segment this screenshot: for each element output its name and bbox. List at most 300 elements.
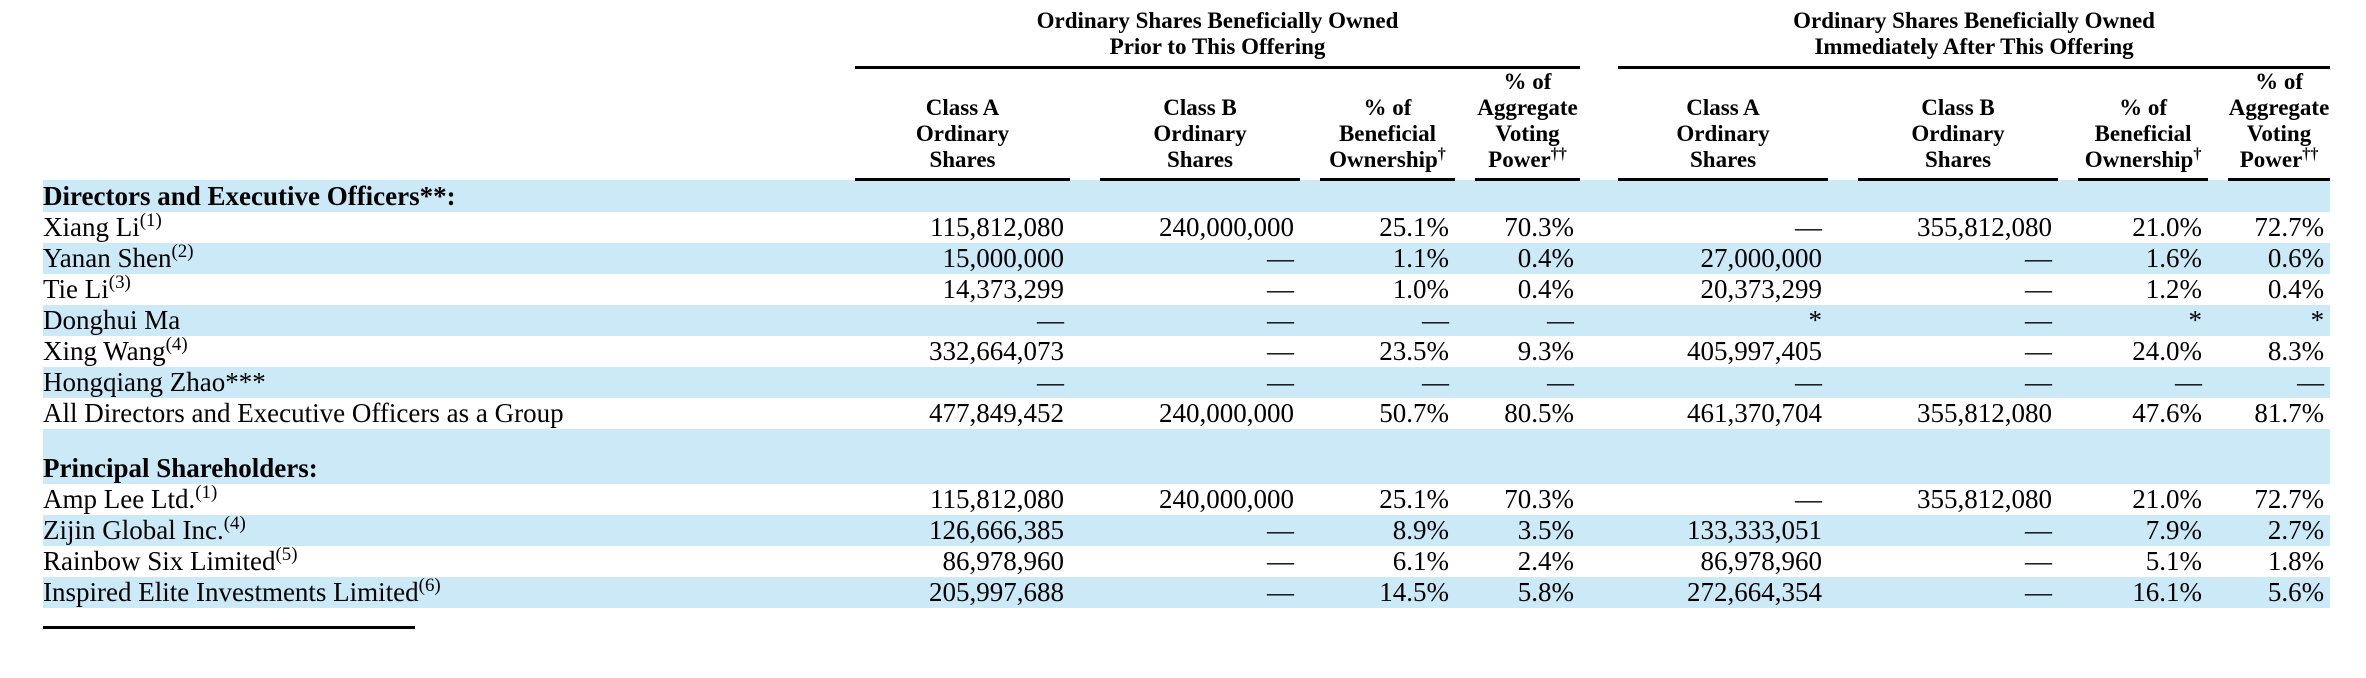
column-header-line: % of [2255,69,2303,94]
value-cell: 8.9% [1320,515,1455,546]
column-gap [1070,180,1100,213]
group-header-prior [855,0,1580,68]
group-header-row [0,0,2366,68]
column-gap [2208,515,2228,546]
column-gap [2058,305,2078,336]
footnote-separator-line [43,626,415,629]
column-header-line: Shares [1166,147,1234,172]
value-cell: — [1475,305,1580,336]
column-gap [2058,546,2078,577]
value-cell: 25.1% [1379,484,1449,514]
column-gap [2058,68,2078,180]
table-row [0,577,2366,608]
column-gap [1828,515,1858,546]
row-right-margin [2330,546,2366,577]
column-gap [1300,429,1320,453]
value-cell [855,453,1070,484]
table-row [0,243,2366,274]
value-cell: 15,000,000 [855,243,1070,274]
row-right-margin [2330,274,2366,305]
value-cell [1320,180,1455,213]
value-cell: 20,373,299 [1700,274,1823,304]
group-header-spacer [0,0,855,68]
column-gap [2208,274,2228,305]
shareholder-name: Xing Wang$^{(4)}$ [43,334,188,366]
column-header-prior-pct-beneficial [1320,68,1455,180]
value-cell: — [1100,367,1300,398]
value-cell [1618,180,1828,213]
value-cell: 5.6% [2228,577,2330,608]
column-gap [2058,577,2078,608]
group-gap [1580,68,1618,180]
value-cell [1475,180,1580,213]
column-header-text: Ownership [2084,147,2194,172]
column-gap [1580,577,1618,608]
value-cell: — [1858,243,2058,274]
value-cell: 133,333,051 [1618,515,1828,546]
column-gap [2058,515,2078,546]
double-dagger-footnote-mark: †† [2302,145,2319,163]
column-gap [1455,515,1475,546]
shareholder-name: Xiang Li$^{(1)}$ [43,210,162,242]
value-cell: 70.3% [1504,212,1575,242]
column-gap [1070,453,1100,484]
value-cell: 405,997,405 [1687,336,1823,366]
row-right-margin [2330,336,2366,367]
section-title: Directors and Executive Officers**: [43,180,855,213]
value-cell: 1.8% [2267,546,2325,576]
group-title-line: Prior to This Offering [1109,34,1326,59]
column-gap [1455,180,1475,213]
value-cell: — [1475,367,1580,398]
value-cell [855,180,1070,213]
row-left-margin [0,484,43,515]
row-left-margin [0,212,43,243]
column-header-line: % of [2119,95,2167,120]
shareholder-name: Hongqiang Zhao*** [43,367,855,398]
table-body [0,180,2366,609]
shareholder-name: Tie Li$^{(3)}$ [43,272,131,304]
column-header-prior-class-a [855,68,1070,180]
value-cell: 115,812,080 [930,212,1064,242]
column-header-after-pct-beneficial [2078,68,2208,180]
column-header-line: Class A [925,95,1000,120]
value-cell [2078,429,2208,453]
shareholder-name: Yanan Shen$^{(2)}$ [43,243,855,274]
footnote-reference: (1) [195,482,218,503]
column-gap [1070,429,1100,453]
value-cell [1858,453,2058,484]
column-header-line: Shares [929,147,996,172]
column-gap [1828,68,1858,180]
column-gap [1455,305,1475,336]
value-cell: 461,370,704 [1687,398,1823,428]
value-cell: — [855,367,1070,398]
shareholder-name: Donghui Ma [43,305,855,336]
column-gap [1580,484,1618,515]
row-right-margin [2330,429,2366,453]
column-gap [1455,398,1475,429]
value-cell: 0.4% [2267,274,2325,304]
column-gap [1070,243,1100,274]
column-gap [1300,68,1320,180]
group-gap [1580,0,1618,68]
column-header-line [2228,147,2330,173]
column-header-line: Ordinary [1153,121,1247,146]
column-gap [1300,305,1320,336]
row-left-margin [0,180,43,213]
footnote-reference: (2) [171,241,194,262]
value-cell: 9.3% [1517,336,1575,366]
column-header-line: Class B [1921,95,1995,120]
column-gap [1300,484,1320,515]
column-gap [1828,336,1858,367]
value-cell [2078,453,2208,484]
value-cell: 16.1% [2078,577,2208,608]
column-header-text: Power [2239,147,2303,172]
column-gap [1300,180,1320,213]
column-header-row [0,68,2366,180]
value-cell: 1.1% [1320,243,1455,274]
row-right-margin [2330,305,2366,336]
row-right-margin [2330,453,2366,484]
value-cell: 240,000,000 [1159,212,1294,242]
value-cell: * [1618,305,1828,336]
value-cell: 25.1% [1379,212,1449,242]
value-cell: 47.6% [2132,398,2203,428]
section-row [0,180,2366,213]
column-gap [1300,398,1320,429]
column-gap [1580,515,1618,546]
column-gap [1828,398,1858,429]
column-header-line: Aggregate [2228,95,2330,120]
column-gap [2208,68,2228,180]
spacer-row [0,429,2366,453]
column-gap [2058,336,2078,367]
row-left-margin [0,336,43,367]
value-cell: 355,812,080 [1917,484,2053,514]
value-cell [855,429,1070,453]
value-cell: 272,664,354 [1618,577,1828,608]
column-gap [1580,180,1618,213]
group-title-line: Ordinary Shares Beneficially Owned [1036,8,1399,33]
value-cell: — [1320,367,1455,398]
column-gap [1580,453,1618,484]
row-left-margin [0,305,43,336]
table-row [0,274,2366,305]
row-left-margin [0,453,43,484]
column-gap [1300,243,1320,274]
group-gap [2330,68,2366,180]
row-left-margin [0,274,43,305]
value-cell: — [1100,577,1300,608]
value-cell: 6.1% [1392,546,1449,576]
value-cell: — [1100,515,1300,546]
value-cell: 24.0% [2132,336,2203,366]
column-gap [1070,367,1100,398]
column-gap [1455,484,1475,515]
column-gap [1455,243,1475,274]
value-cell: 80.5% [1504,398,1575,428]
row-right-margin [2330,367,2366,398]
value-cell: — [1858,515,2058,546]
row-right-margin [2330,212,2366,243]
value-cell: 14.5% [1320,577,1455,608]
column-gap [2208,484,2228,515]
value-cell: 2.4% [1517,546,1575,576]
value-cell: 205,997,688 [855,577,1070,608]
value-cell: — [1320,305,1455,336]
table-row [0,212,2366,243]
value-cell [2228,453,2330,484]
column-gap [1828,546,1858,577]
value-cell: 5.1% [2145,546,2203,576]
row-left-margin [0,546,43,577]
value-cell: 0.6% [2228,243,2330,274]
value-cell: — [2025,274,2053,304]
column-header-line: Beneficial [1338,121,1437,146]
column-gap [1828,180,1858,213]
column-gap [2208,336,2228,367]
column-header-line: Shares [1925,147,1992,172]
group-gap [2330,0,2366,68]
column-gap [2208,398,2228,429]
column-gap [1070,515,1100,546]
shareholder-name: All Directors and Executive Officers as a Group [43,398,564,428]
column-header-prior-class-b [1100,68,1300,180]
value-cell: 1.2% [2145,274,2203,304]
column-gap [1300,212,1320,243]
column-header-line: Class B [1163,95,1237,120]
group-title-line: Ordinary Shares Beneficially Owned [1793,8,2155,33]
shareholder-name [43,429,855,453]
row-left-margin [0,515,43,546]
column-gap [2208,453,2228,484]
value-cell: 332,664,073 [929,336,1064,366]
column-gap [2208,305,2228,336]
column-gap [2208,243,2228,274]
table-row [0,398,2366,429]
column-gap [1455,453,1475,484]
section-row [0,453,2366,484]
column-gap [2058,180,2078,213]
column-gap [1455,546,1475,577]
column-header-line: Ordinary [1911,121,2005,146]
value-cell: 8.3% [2267,336,2325,366]
value-cell: 1.6% [2078,243,2208,274]
column-gap [1580,243,1618,274]
column-gap [1580,429,1618,453]
column-header-line: % of [1363,95,1412,120]
value-cell: — [1858,577,2058,608]
column-header-prior-pct-voting [1475,68,1580,180]
column-gap [1300,515,1320,546]
column-gap [1455,429,1475,453]
value-cell [1858,180,2058,213]
row-left-margin [0,429,43,453]
column-header-line [2078,147,2208,173]
column-gap [2058,212,2078,243]
column-gap [1828,577,1858,608]
footnote-reference: (5) [275,544,298,565]
column-gap [1580,398,1618,429]
value-cell [1100,429,1300,453]
value-cell: 81.7% [2254,398,2325,428]
column-gap [1455,212,1475,243]
table-row [0,546,2366,577]
footnote-reference: (6) [418,575,441,596]
column-gap [1828,453,1858,484]
row-right-margin [2330,243,2366,274]
column-gap [2058,274,2078,305]
row-right-margin [2330,577,2366,608]
value-cell: 5.8% [1475,577,1580,608]
value-cell: 86,978,960 [1700,546,1823,576]
value-cell: — [1100,305,1300,336]
column-gap [2208,180,2228,213]
column-header-after-class-b [1858,68,2058,180]
column-gap [1300,453,1320,484]
value-cell [1858,429,2058,453]
column-header-line: Ordinary [1676,121,1770,146]
value-cell: * [2078,305,2208,336]
value-cell: 126,666,385 [855,515,1070,546]
value-cell: — [1858,367,2058,398]
column-gap [1828,212,1858,243]
column-header-line: Ordinary [915,121,1010,146]
value-cell: — [1267,336,1294,366]
value-cell: 14,373,299 [942,274,1064,304]
footnote-reference: (1) [139,210,162,231]
table-row [0,484,2366,515]
column-gap [1070,546,1100,577]
column-gap [1580,305,1618,336]
column-gap [1070,305,1100,336]
column-header-line [1320,147,1455,173]
column-gap [1455,336,1475,367]
column-gap [1828,367,1858,398]
value-cell: 0.4% [1475,243,1580,274]
column-gap [1070,336,1100,367]
value-cell: 23.5% [1379,336,1449,366]
column-gap [1580,274,1618,305]
footnote-reference: (3) [108,272,131,293]
value-cell: 86,978,960 [942,546,1064,576]
column-gap [1070,398,1100,429]
value-cell: 240,000,000 [1159,398,1294,428]
value-cell: — [2228,367,2330,398]
column-gap [2208,429,2228,453]
section-title: Principal Shareholders: [43,453,855,484]
value-cell: — [1100,243,1300,274]
column-gap [1455,367,1475,398]
table-row [0,305,2366,336]
dagger-footnote-mark: † [2193,145,2202,163]
value-cell: — [1267,274,1294,304]
column-gap [1828,305,1858,336]
column-gap [1580,367,1618,398]
column-gap [1300,546,1320,577]
value-cell [1618,453,1828,484]
value-cell: — [1795,212,1823,242]
value-cell: — [1267,546,1294,576]
value-cell: 50.7% [1379,398,1449,428]
value-cell: 477,849,452 [929,398,1064,428]
footnote-reference: (4) [223,513,246,534]
footnote-reference: (4) [165,334,188,355]
column-gap [1455,577,1475,608]
column-gap [1300,577,1320,608]
column-gap [2208,212,2228,243]
shareholder-name: Amp Lee Ltd.$^{(1)}$ [43,482,218,514]
column-header-text: Ownership [1329,147,1438,172]
column-gap [2058,367,2078,398]
value-cell [2078,180,2208,213]
column-gap [1455,274,1475,305]
column-gap [1070,274,1100,305]
column-header-after-class-a [1618,68,1828,180]
value-cell: — [855,305,1070,336]
dagger-footnote-mark: † [1437,145,1446,163]
column-gap [1300,336,1320,367]
value-cell [1100,453,1300,484]
row-right-margin [2330,484,2366,515]
shareholder-name: Inspired Elite Investments Limited$^{(6)}$ [43,577,855,608]
value-cell [1618,429,1828,453]
value-cell [1475,453,1580,484]
group-header-after [1618,0,2330,68]
value-cell: 2.7% [2228,515,2330,546]
value-cell: 355,812,080 [1917,212,2053,242]
value-cell: 72.7% [2254,484,2325,514]
column-gap [1070,68,1100,180]
column-gap [1070,212,1100,243]
row-left-margin [0,398,43,429]
column-header-line [1475,147,1580,173]
column-gap [1070,484,1100,515]
column-header-line: Shares [1690,147,1757,172]
value-cell: 3.5% [1475,515,1580,546]
value-cell: 7.9% [2078,515,2208,546]
column-gap [1455,68,1475,180]
column-gap [2208,367,2228,398]
value-cell: — [2025,336,2053,366]
table-row [0,515,2366,546]
column-gap [2058,484,2078,515]
column-gap [1580,336,1618,367]
value-cell: 21.0% [2132,212,2203,242]
value-cell [1320,429,1455,453]
column-gap [2058,243,2078,274]
column-gap [2058,398,2078,429]
row-right-margin [2330,398,2366,429]
value-cell [1320,453,1455,484]
value-cell: — [1795,484,1823,514]
column-header-line: Voting [1495,121,1560,146]
value-cell: — [2025,546,2053,576]
value-cell [1100,180,1300,213]
row-left-margin [0,577,43,608]
value-cell: 27,000,000 [1618,243,1828,274]
column-gap [2208,546,2228,577]
shareholder-name: Zijin Global Inc.$^{(4)}$ [43,515,855,546]
column-gap [1828,484,1858,515]
column-gap [2058,453,2078,484]
value-cell: 72.7% [2254,212,2325,242]
row-left-margin [0,367,43,398]
value-cell: 21.0% [2132,484,2203,514]
column-gap [1828,274,1858,305]
